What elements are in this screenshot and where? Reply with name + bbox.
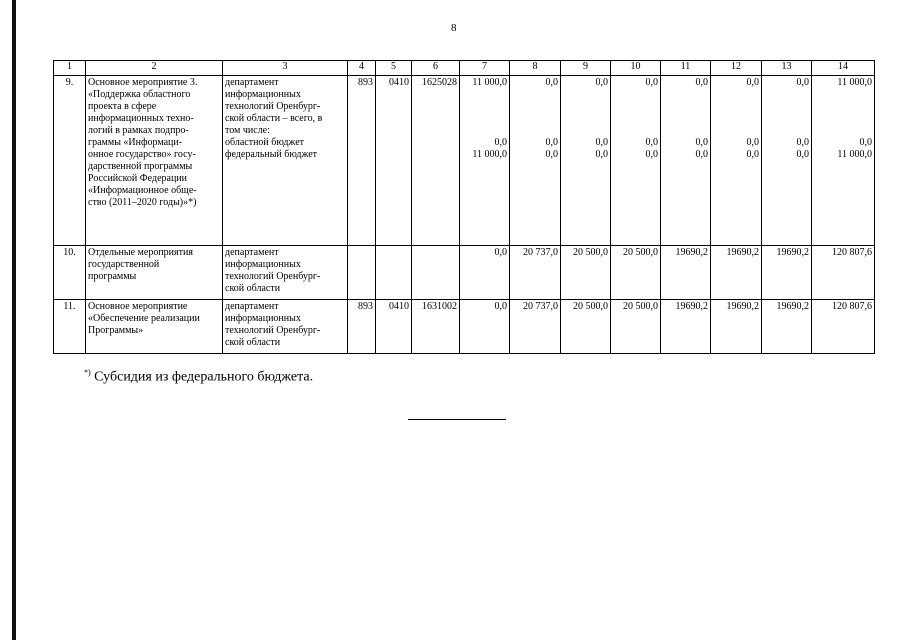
- executor-name: департамент информационных технологий Оренбург- ской области: [223, 300, 348, 354]
- header-cell: 9: [561, 61, 611, 76]
- measure-name: Основное мероприятие 3. «Поддержка областного проекта в сфере информационных техно- логий в рамках подпро- граммы «Информаци- онное государство» госу- дарственной программы Российской Федерации «Информационное обще- ство (2011–2020 годы)»*): [86, 76, 223, 246]
- header-cell: 5: [376, 61, 412, 76]
- separator-line: [408, 419, 506, 420]
- header-row: [54, 61, 875, 76]
- header-cell: 11: [661, 61, 711, 76]
- section-code: [376, 246, 412, 300]
- row-number: 10.: [54, 246, 86, 300]
- amount-cell: 0,0: [460, 246, 510, 300]
- measure-name: Основное мероприятие «Обеспечение реализации Программы»: [86, 300, 223, 354]
- amount-cell: 0,0 0,0 0,0: [711, 76, 762, 246]
- header-cell: 12: [711, 61, 762, 76]
- amount-cell: 120 807,6: [812, 300, 875, 354]
- amount-cell: 11 000,0 0,0 11 000,0: [460, 76, 510, 246]
- amount-cell: 20 737,0: [510, 300, 561, 354]
- amount-cell: 0,0: [460, 300, 510, 354]
- table-row: [54, 246, 875, 300]
- table-row: [54, 300, 875, 354]
- target-article-code: [412, 246, 460, 300]
- amount-cell: 19690,2: [762, 246, 812, 300]
- measure-name: Отдельные мероприятия государственной программы: [86, 246, 223, 300]
- amount-cell: 11 000,0 0,0 11 000,0: [812, 76, 875, 246]
- footnote: [84, 368, 313, 386]
- header-cell: 7: [460, 61, 510, 76]
- footnote-text: Субсидия из федерального бюджета.: [94, 369, 314, 385]
- amount-cell: 120 807,6: [812, 246, 875, 300]
- amount-cell: 20 500,0: [611, 246, 661, 300]
- header-cell: 8: [510, 61, 561, 76]
- section-code: 0410: [376, 300, 412, 354]
- target-article-code: 1631002: [412, 300, 460, 354]
- row-number: 11.: [54, 300, 86, 354]
- amount-cell: 20 500,0: [561, 300, 611, 354]
- grbs-code: 893: [348, 300, 376, 354]
- amount-cell: 19690,2: [661, 300, 711, 354]
- executor-name: департамент информационных технологий Оренбург- ской области – всего, в том числе: областной бюджет федеральный бюджет: [223, 76, 348, 246]
- section-code: 0410: [376, 76, 412, 246]
- target-article-code: 1625028: [412, 76, 460, 246]
- header-cell: 6: [412, 61, 460, 76]
- header-cell: 4: [348, 61, 376, 76]
- grbs-code: 893: [348, 76, 376, 246]
- header-cell: 13: [762, 61, 812, 76]
- page-number: 8: [451, 22, 457, 34]
- amount-cell: 0,0 0,0 0,0: [611, 76, 661, 246]
- amount-cell: 20 500,0: [561, 246, 611, 300]
- executor-name: департамент информационных технологий Оренбург- ской области: [223, 246, 348, 300]
- grbs-code: [348, 246, 376, 300]
- header-cell: 10: [611, 61, 661, 76]
- header-cell: 3: [223, 61, 348, 76]
- row-number: 9.: [54, 76, 86, 246]
- header-cell: 1: [54, 61, 86, 76]
- amount-cell: 20 737,0: [510, 246, 561, 300]
- amount-cell: 0,0 0,0 0,0: [510, 76, 561, 246]
- amount-cell: 0,0 0,0 0,0: [561, 76, 611, 246]
- amount-cell: 0,0 0,0 0,0: [762, 76, 812, 246]
- amount-cell: 19690,2: [711, 246, 762, 300]
- amount-cell: 19690,2: [711, 300, 762, 354]
- budget-table: [53, 60, 875, 354]
- table-row: [54, 76, 875, 246]
- amount-cell: 19690,2: [661, 246, 711, 300]
- amount-cell: 20 500,0: [611, 300, 661, 354]
- page-edge-bar: [12, 0, 16, 640]
- amount-cell: 0,0 0,0 0,0: [661, 76, 711, 246]
- header-cell: 14: [812, 61, 875, 76]
- header-cell: 2: [86, 61, 223, 76]
- footnote-mark: *): [84, 368, 91, 377]
- amount-cell: 19690,2: [762, 300, 812, 354]
